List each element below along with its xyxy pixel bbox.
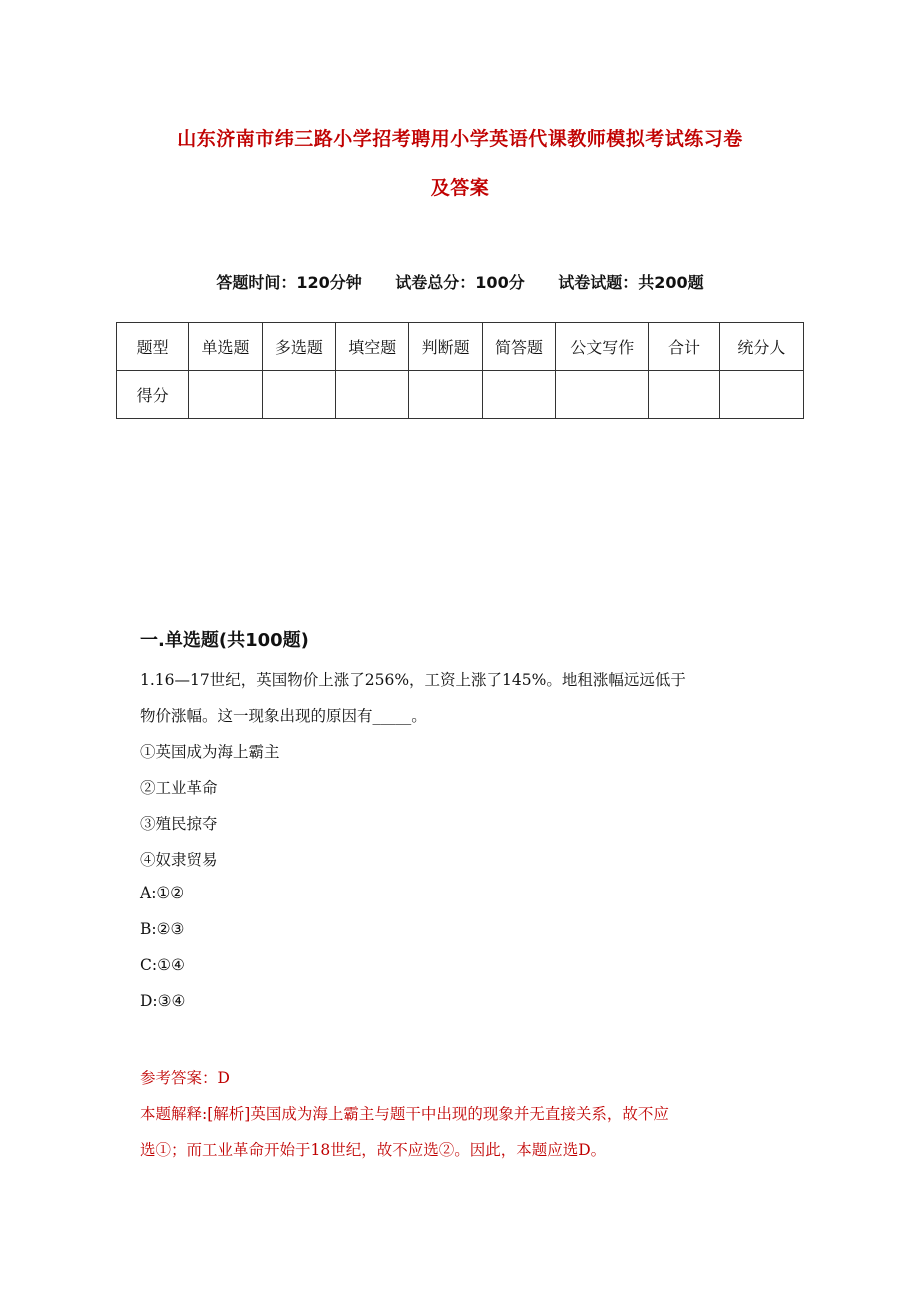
option-a[interactable]: A:①②	[140, 884, 185, 902]
score-cell[interactable]	[649, 371, 719, 419]
answer-explanation-continued: 选①；而工业革命开始于18世纪，故不应选②。因此，本题应选D。	[140, 1141, 607, 1159]
answer-explanation: 本题解释:[解析]英国成为海上霸主与题干中出现的现象并无直接关系，故不应	[140, 1105, 669, 1123]
table-header-cell: 单选题	[189, 323, 262, 371]
score-cell[interactable]	[556, 371, 649, 419]
option-c[interactable]: C:①④	[140, 956, 185, 974]
score-cell[interactable]	[189, 371, 262, 419]
page-title-continued: 及答案	[430, 177, 490, 199]
reference-answer: 参考答案：D	[140, 1069, 230, 1087]
table-header-cell: 多选题	[262, 323, 335, 371]
score-cell[interactable]	[482, 371, 555, 419]
score-table-score-row	[117, 371, 804, 419]
question-stem-continued: 物价涨幅。这一现象出现的原因有_____。	[140, 707, 427, 725]
table-header-cell: 填空题	[336, 323, 409, 371]
score-cell[interactable]	[719, 371, 803, 419]
table-header-cell: 公文写作	[556, 323, 649, 371]
option-b[interactable]: B:②③	[140, 920, 185, 938]
exam-total-score: 试卷总分：100分	[395, 273, 525, 292]
option-d[interactable]: D:③④	[140, 992, 186, 1010]
table-row-label: 得分	[117, 371, 189, 419]
statement-item: ①英国成为海上霸主	[140, 743, 280, 761]
page-title: 山东济南市纬三路小学招考聘用小学英语代课教师模拟考试练习卷	[177, 128, 743, 150]
question-stem: 1.16—17世纪，英国物价上涨了256%，工资上涨了145%。地租涨幅远远低于	[140, 671, 686, 689]
table-header-cell: 简答题	[482, 323, 555, 371]
section-heading: 一.单选题(共100题)	[140, 630, 309, 651]
score-cell[interactable]	[262, 371, 335, 419]
exam-question-count: 试卷试题：共200题	[558, 273, 704, 292]
statement-item: ②工业革命	[140, 779, 218, 797]
table-header-cell: 题型	[117, 323, 189, 371]
table-header-cell: 统分人	[719, 323, 803, 371]
score-table-header-row	[117, 323, 804, 371]
statement-item: ④奴隶贸易	[140, 851, 218, 869]
score-cell[interactable]	[336, 371, 409, 419]
exam-time: 答题时间：120分钟	[216, 273, 362, 292]
statement-item: ③殖民掠夺	[140, 815, 218, 833]
score-cell[interactable]	[409, 371, 482, 419]
table-header-cell: 合计	[649, 323, 719, 371]
score-table	[116, 322, 804, 419]
table-header-cell: 判断题	[409, 323, 482, 371]
exam-meta	[60, 270, 860, 293]
